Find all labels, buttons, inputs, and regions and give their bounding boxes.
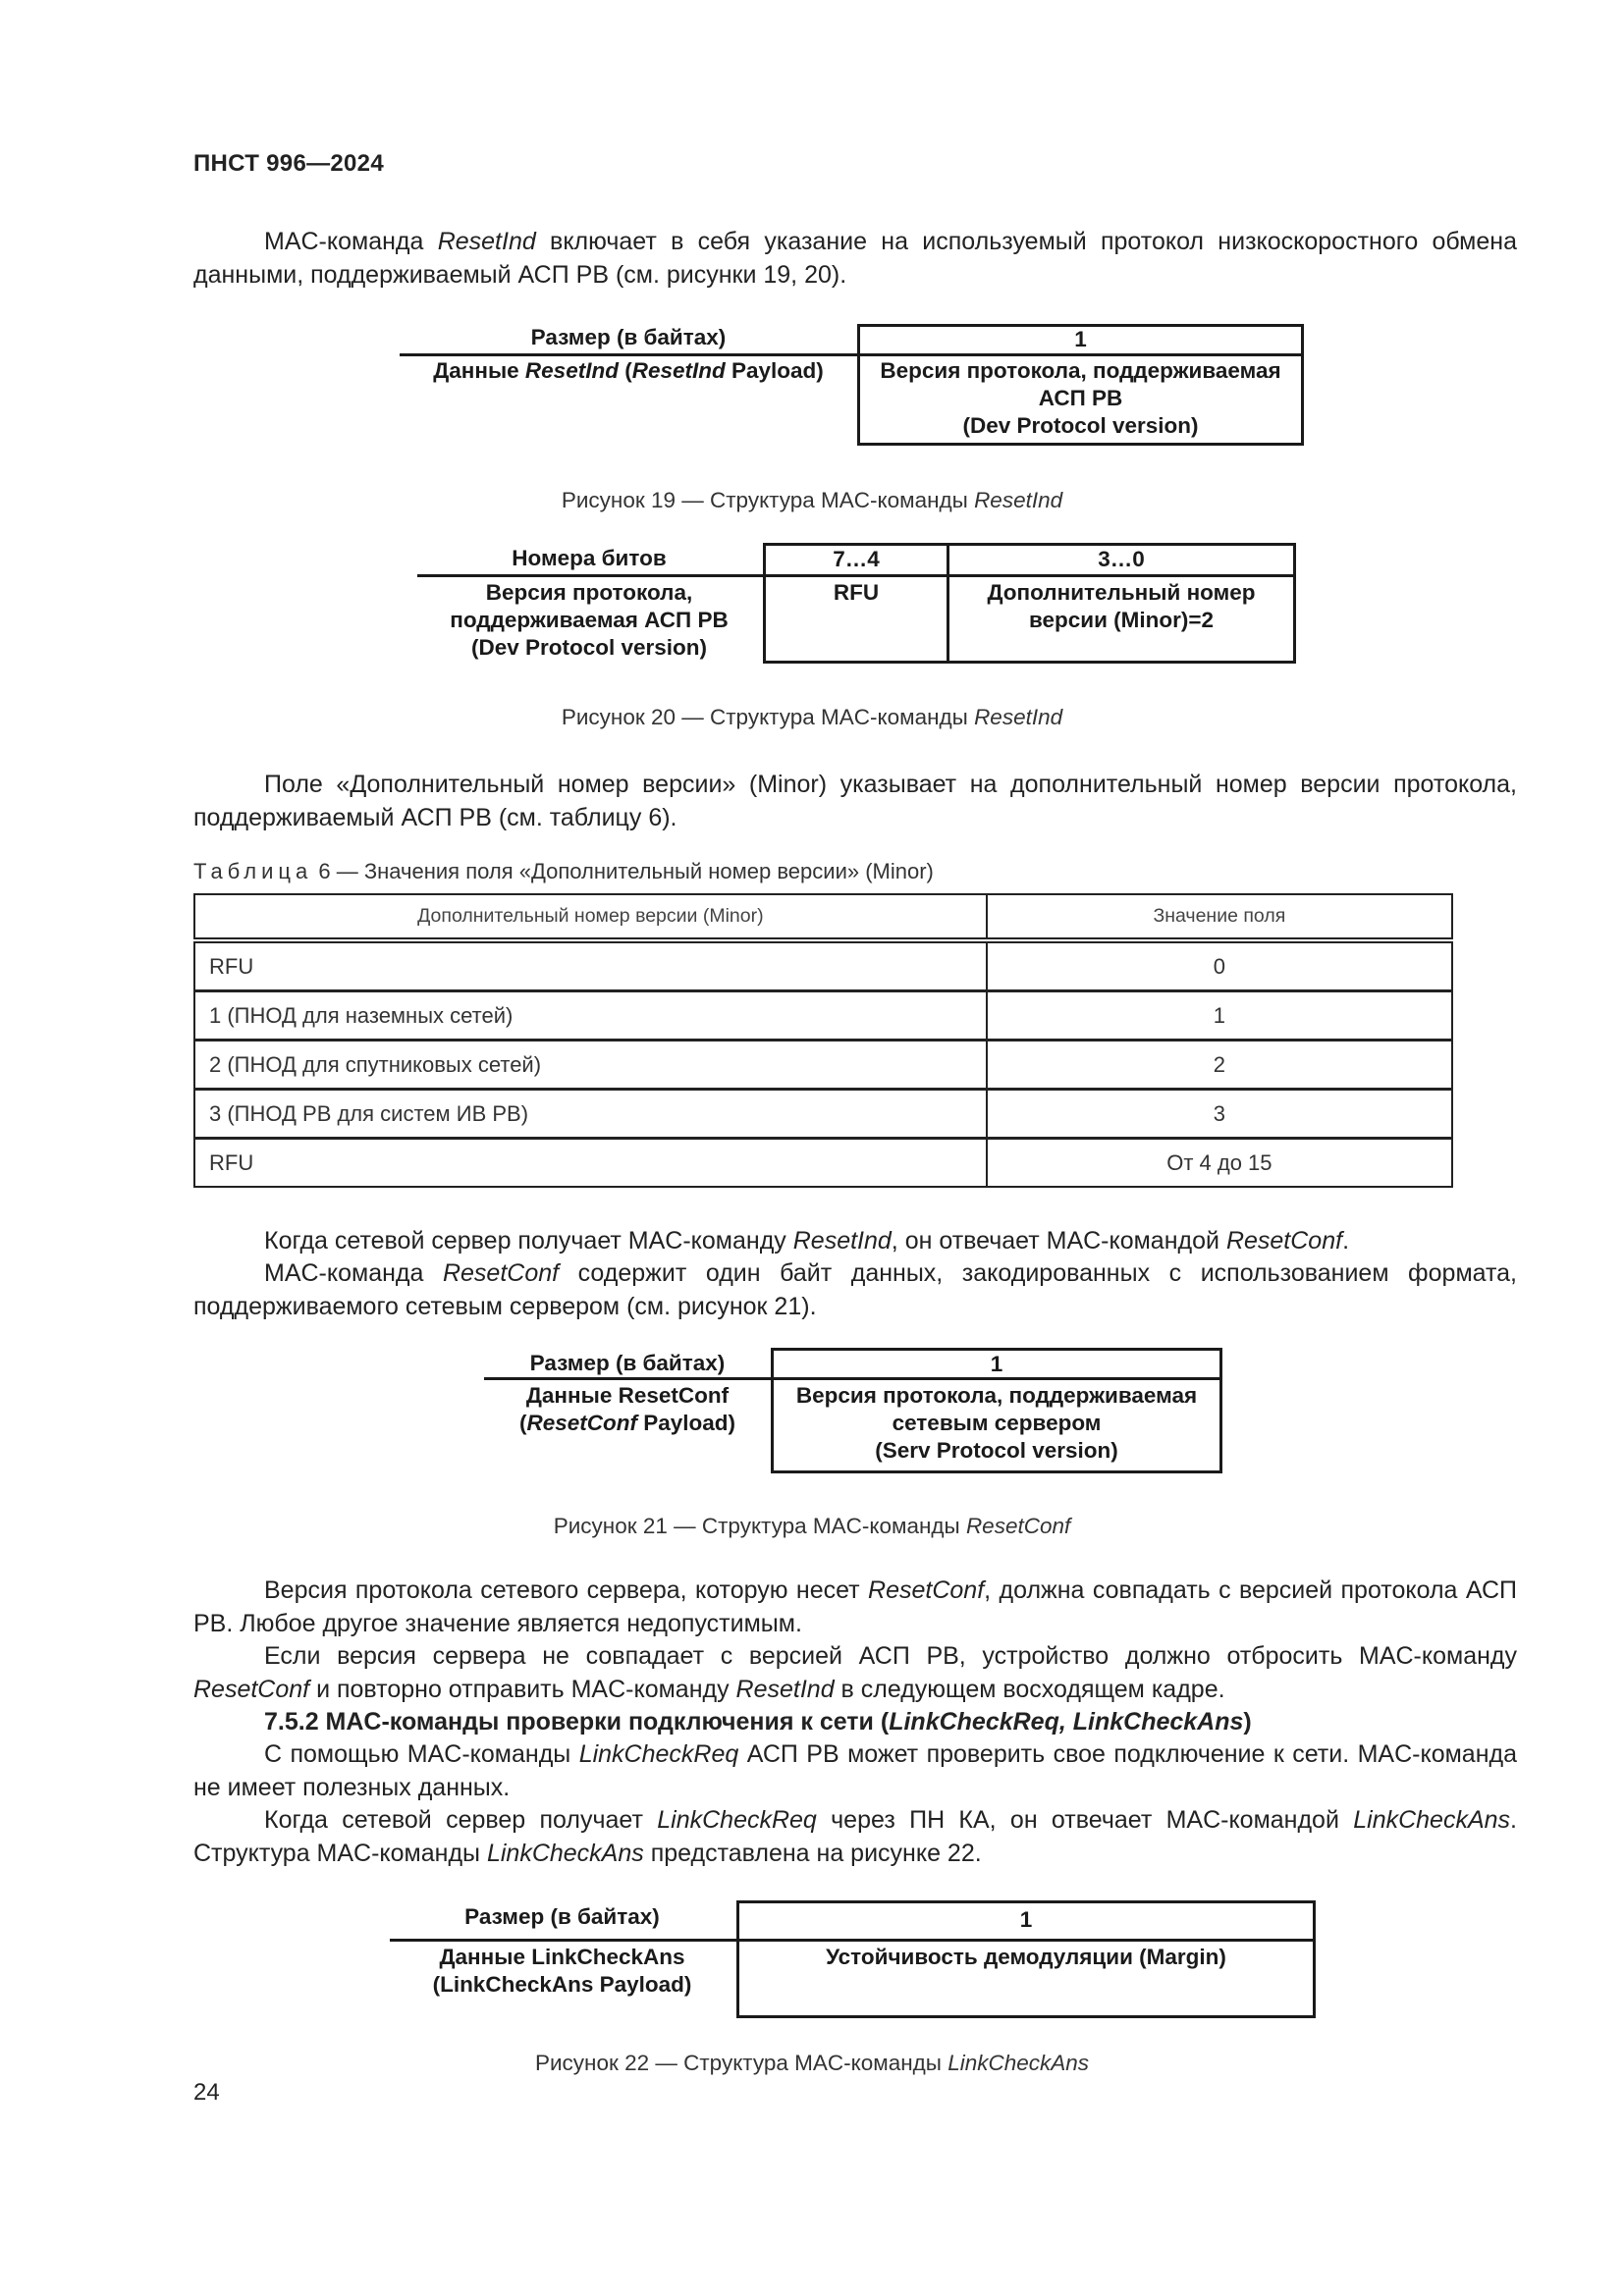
text: Рисунок 21 — Структура MAC-команды bbox=[553, 1514, 966, 1538]
text: Данные LinkCheckAns bbox=[439, 1945, 685, 1969]
table-6-caption bbox=[193, 859, 934, 884]
text: Когда сетевой сервер получает bbox=[264, 1806, 658, 1834]
text: версии (Minor)=2 bbox=[1028, 608, 1215, 632]
text: Payload) bbox=[725, 358, 824, 383]
paragraph-version-match bbox=[193, 1575, 1517, 1640]
divider-rule bbox=[400, 353, 861, 356]
paragraph-resetind-intro bbox=[193, 226, 1517, 292]
row-label-size: Размер (в байтах) bbox=[530, 325, 727, 349]
text: (Dev Protocol version) bbox=[470, 635, 708, 660]
paragraph-minor-field bbox=[193, 769, 1517, 834]
size-value: 1 bbox=[1074, 327, 1087, 351]
text: LinkCheckAns bbox=[947, 2051, 1090, 2075]
divider-rule bbox=[484, 1377, 773, 1380]
payload-value bbox=[860, 357, 1301, 440]
text: LinkCheckAns bbox=[486, 1839, 644, 1867]
text: 6 — Значения поля «Дополнительный номер версии» (Minor) bbox=[312, 859, 934, 883]
figure-19-caption bbox=[0, 488, 1624, 513]
table-row bbox=[194, 940, 1452, 991]
table-cell: От 4 до 15 bbox=[987, 1139, 1452, 1188]
text: ResetConf bbox=[965, 1514, 1071, 1538]
table-row bbox=[194, 1139, 1452, 1188]
text: Версия протокола, bbox=[485, 580, 693, 605]
table-cell: 1 (ПНОД для наземных сетей) bbox=[194, 991, 987, 1041]
text: ResetConf bbox=[868, 1576, 985, 1604]
text: 7.5.2 MAC-команды проверки подключения к сети ( bbox=[264, 1708, 890, 1735]
table-cell: 2 bbox=[987, 1041, 1452, 1090]
text: (Dev Protocol version) bbox=[962, 413, 1199, 438]
row-label-payload bbox=[484, 1382, 771, 1437]
text: Дополнительный номер bbox=[987, 580, 1256, 605]
text: ) bbox=[1243, 1708, 1252, 1735]
bits-3-0: 3…0 bbox=[1098, 547, 1145, 571]
text: С помощью MAC-команды bbox=[264, 1740, 579, 1768]
table-row bbox=[194, 1090, 1452, 1139]
text: , должна совпадать с версией протокола АСП РВ. Любое другое значение является недопустимым. bbox=[193, 1576, 1517, 1637]
text: Данные ResetConf bbox=[525, 1383, 730, 1408]
margin-value: Устойчивость демодуляции (Margin) bbox=[826, 1945, 1226, 1969]
row-label-size: Размер (в байтах) bbox=[529, 1351, 726, 1375]
row-label-bit-numbers: Номера битов bbox=[512, 546, 667, 570]
text: Рисунок 22 — Структура MAC-команды bbox=[534, 2051, 948, 2075]
table-row bbox=[194, 991, 1452, 1041]
paragraph-resetconf-reply bbox=[193, 1225, 1517, 1258]
text: (Serv Protocol version) bbox=[875, 1438, 1118, 1463]
table-cell: RFU bbox=[194, 940, 987, 991]
text: АСП РВ может проверить свое подключение к сети. MAC-команда не имеет полезных данных. bbox=[193, 1740, 1517, 1801]
text: ( bbox=[618, 358, 632, 383]
text: ( bbox=[518, 1411, 527, 1435]
text: LinkCheckAns bbox=[1353, 1806, 1511, 1834]
text: MAC-команда bbox=[264, 228, 438, 255]
text: . Структура MAC-команды bbox=[193, 1806, 1517, 1867]
text: сетевым сервером bbox=[892, 1411, 1102, 1435]
divider-rule bbox=[417, 574, 763, 577]
text: Поле «Дополнительный номер версии» (Minor) указывает на дополнительный номер версии протокола, поддерживаемый АСП РВ (см. таблицу 6). bbox=[193, 771, 1517, 831]
table-cell: 3 bbox=[987, 1090, 1452, 1139]
size-value: 1 bbox=[1019, 1907, 1033, 1932]
size-value: 1 bbox=[990, 1352, 1003, 1376]
text: АСП РВ bbox=[1038, 386, 1123, 410]
figure-22-caption bbox=[0, 2051, 1624, 2076]
text: Если версия сервера не совпадает с версией АСП РВ, устройство должно отбросить MAC-команду bbox=[264, 1642, 1517, 1670]
text: ResetConf bbox=[193, 1675, 310, 1703]
text: ResetInd bbox=[524, 358, 619, 383]
text: Payload) bbox=[636, 1411, 736, 1435]
divider-rule bbox=[390, 1939, 736, 1942]
text: Данные bbox=[433, 358, 525, 383]
text: LinkCheckReq bbox=[657, 1806, 817, 1834]
text: в следующем восходящем кадре. bbox=[834, 1675, 1225, 1703]
text: Версия протокола сетевого сервера, которую несет bbox=[264, 1576, 869, 1604]
text: , он отвечает MAC-командой bbox=[891, 1227, 1226, 1255]
column-header: Дополнительный номер версии (Minor) bbox=[194, 894, 987, 940]
figure-20-caption bbox=[0, 705, 1624, 730]
table-header-row bbox=[194, 894, 1452, 940]
rfu-value: RFU bbox=[833, 580, 880, 605]
text: содержит один байт данных, закодированных с использованием формата, поддерживаемого сетевым сервером (см. рисунок 21). bbox=[193, 1259, 1517, 1320]
row-label-size: Размер (в байтах) bbox=[464, 1904, 660, 1929]
paragraph-linkcheckans bbox=[193, 1804, 1517, 1870]
divider-rule bbox=[857, 353, 1304, 356]
bits-7-4: 7…4 bbox=[833, 547, 880, 571]
text: . bbox=[1342, 1227, 1350, 1255]
section-heading-7-5-2 bbox=[193, 1706, 1517, 1739]
text: ResetInd bbox=[974, 488, 1063, 512]
divider-rule bbox=[763, 574, 1296, 577]
payload-value bbox=[774, 1382, 1219, 1465]
table-6 bbox=[193, 893, 1453, 1188]
table-cell: 1 bbox=[987, 991, 1452, 1041]
row-label-payload bbox=[400, 357, 857, 385]
text: ResetInd bbox=[631, 358, 726, 383]
text: ResetConf bbox=[1225, 1227, 1343, 1255]
text: Рисунок 19 — Структура MAC-команды bbox=[561, 488, 975, 512]
text: через ПН КА, он отвечает MAC-командой bbox=[816, 1806, 1354, 1834]
paragraph-linkcheckreq bbox=[193, 1738, 1517, 1804]
table-cell: 3 (ПНОД РВ для систем ИВ РВ) bbox=[194, 1090, 987, 1139]
text: ResetConf bbox=[526, 1411, 637, 1435]
figure-21-caption bbox=[0, 1514, 1624, 1539]
text bbox=[484, 1410, 771, 1437]
text: Когда сетевой сервер получает MAC-команду bbox=[264, 1227, 793, 1255]
text: LinkCheckReq bbox=[578, 1740, 739, 1768]
table-row bbox=[194, 1041, 1452, 1090]
text: и повторно отправить MAC-команду bbox=[309, 1675, 736, 1703]
minor-version-value bbox=[949, 579, 1293, 634]
table-cell: 0 bbox=[987, 940, 1452, 991]
text: представлена на рисунке 22. bbox=[643, 1839, 982, 1867]
term-resetind: ResetInd bbox=[437, 228, 536, 255]
table-label: Таблица bbox=[193, 859, 313, 883]
text: ResetInd bbox=[792, 1227, 892, 1255]
text: MAC-команда bbox=[264, 1259, 443, 1287]
paragraph-resetconf-content bbox=[193, 1257, 1517, 1323]
text: включает в себя указание на используемый протокол низкоскоростного обмена данными, поддерживаемый АСП РВ (см. рисунки 19, 20). bbox=[193, 228, 1517, 289]
table-cell: 2 (ПНОД для спутниковых сетей) bbox=[194, 1041, 987, 1090]
divider-rule bbox=[736, 1939, 1316, 1942]
paragraph-version-mismatch bbox=[193, 1640, 1517, 1706]
text: Рисунок 20 — Структура MAC-команды bbox=[561, 705, 975, 729]
text: ResetInd bbox=[735, 1675, 835, 1703]
table-cell: RFU bbox=[194, 1139, 987, 1188]
text: (LinkCheckAns Payload) bbox=[432, 1972, 692, 1997]
row-label-dev-protocol-version bbox=[417, 579, 761, 662]
text: ResetConf bbox=[442, 1259, 560, 1287]
document-id-header: ПНСТ 996—2024 bbox=[193, 150, 384, 177]
text: LinkCheckReq, LinkCheckAns bbox=[889, 1708, 1244, 1735]
text: поддерживаемая АСП РВ bbox=[450, 608, 729, 632]
text: ResetInd bbox=[974, 705, 1063, 729]
column-header: Значение поля bbox=[987, 894, 1452, 940]
text: Версия протокола, поддерживаемая bbox=[795, 1383, 1198, 1408]
row-label-payload bbox=[390, 1944, 734, 1999]
page-number: 24 bbox=[193, 2079, 220, 2106]
text: Версия протокола, поддерживаемая bbox=[880, 358, 1281, 383]
